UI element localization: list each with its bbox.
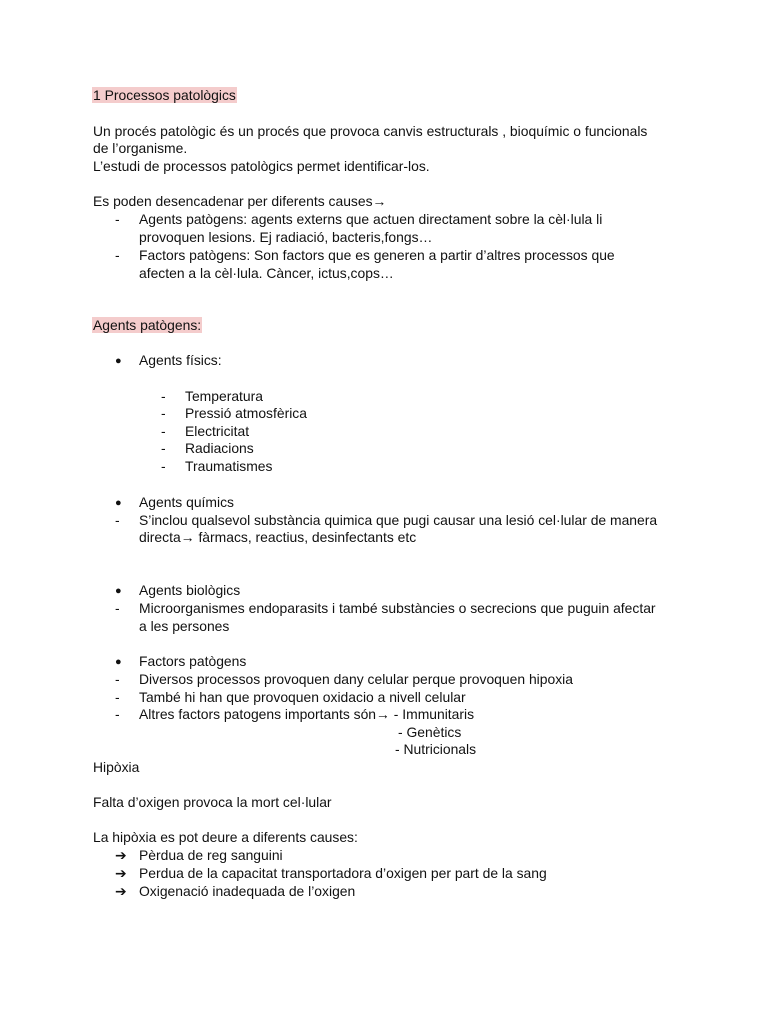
fisics-title: Agents físics: <box>139 352 222 368</box>
factors-sub-item: - Nutricionals <box>395 741 477 757</box>
hipoxia-title: Hipòxia <box>93 759 140 775</box>
causes-item-1-line-1: Agents patògens: agents externs que actuen directament sobre la cèl·lula li <box>139 211 603 227</box>
causes-item-2-line-2: afecten a la cèl·lula. Càncer, ictus,cops… <box>139 265 394 281</box>
factors-item: També hi han que provoquen oxidacio a nivell celular <box>139 689 466 705</box>
hipoxia-lead: La hipòxia es pot deure a diferents causes: <box>93 829 358 845</box>
causes-item-1-line-2: provoquen lesions. Ej radiació, bacteris,fongs… <box>139 229 433 245</box>
dash-marker: - <box>115 706 120 722</box>
quimics-line-1: S’inclou qualsevol substància quimica que pugi causar una lesió cel·lular de manera <box>139 512 658 528</box>
dash-marker: - <box>161 440 166 456</box>
hipoxia-cause: Oxigenació inadequada de l’oxigen <box>139 883 356 899</box>
heading-highlight: 1 Processos patològics <box>93 87 236 103</box>
intro-line-2: de l’organisme. <box>93 140 188 156</box>
dash-marker: - <box>115 211 120 227</box>
dash-marker: - <box>115 247 120 263</box>
arrow-marker: ➔ <box>115 865 127 881</box>
bullet-marker: ● <box>115 656 122 668</box>
hipoxia-cause: Perdua de la capacitat transportadora d’oxigen per part de la sang <box>139 865 547 881</box>
fisics-item: Traumatismes <box>185 458 273 474</box>
section-heading <box>92 316 202 334</box>
arrow-marker: ➔ <box>115 883 127 899</box>
dash-marker: - <box>161 388 166 404</box>
quimics-title: Agents químics <box>139 494 234 510</box>
causes-item-2-line-1: Factors patògens: Son factors que es generen a partir d’altres processos que <box>139 247 615 263</box>
biologics-line-2: a les persones <box>139 618 230 634</box>
dash-marker: - <box>115 671 120 687</box>
bullet-marker: ● <box>115 585 122 597</box>
arrow-marker: ➔ <box>115 847 127 863</box>
causes-lead: Es poden desencadenar per diferents causes→ <box>93 193 387 209</box>
fisics-item: Electricitat <box>185 423 250 439</box>
factors-title: Factors patògens <box>139 653 247 669</box>
hipoxia-definition: Falta d’oxigen provoca la mort cel·lular <box>93 794 332 810</box>
factors-item: Diversos processos provoquen dany celular perque provoquen hipoxia <box>139 671 573 687</box>
bullet-marker: ● <box>115 497 122 509</box>
dash-marker: - <box>115 689 120 705</box>
factors-item: Altres factors patogens importants són→ - Immunitaris <box>139 706 475 722</box>
quimics-line-2: directa→ fàrmacs, reactius, desinfectants etc <box>139 529 417 545</box>
intro-line-1: Un procés patològic és un procés que provoca canvis estructurals , bioquímic o funcionals <box>93 123 648 139</box>
bullet-marker: ● <box>115 355 122 367</box>
dash-marker: - <box>161 458 166 474</box>
fisics-item: Pressió atmosfèrica <box>185 405 307 421</box>
section-heading <box>92 86 237 104</box>
intro-line-3: L’estudi de processos patològics permet identificar-los. <box>93 158 430 174</box>
dash-marker: - <box>115 600 120 616</box>
hipoxia-cause: Pèrdua de reg sanguini <box>139 847 283 863</box>
heading-highlight: Agents patògens: <box>93 317 202 333</box>
factors-sub-item: - Genètics <box>398 724 462 740</box>
dash-marker: - <box>161 405 166 421</box>
dash-marker: - <box>161 423 166 439</box>
biologics-title: Agents biològics <box>139 582 241 598</box>
dash-marker: - <box>115 512 120 528</box>
fisics-item: Temperatura <box>185 388 263 404</box>
fisics-item: Radiacions <box>185 440 254 456</box>
biologics-line-1: Microorganismes endoparasits i també substàncies o secrecions que puguin afectar <box>139 600 656 616</box>
